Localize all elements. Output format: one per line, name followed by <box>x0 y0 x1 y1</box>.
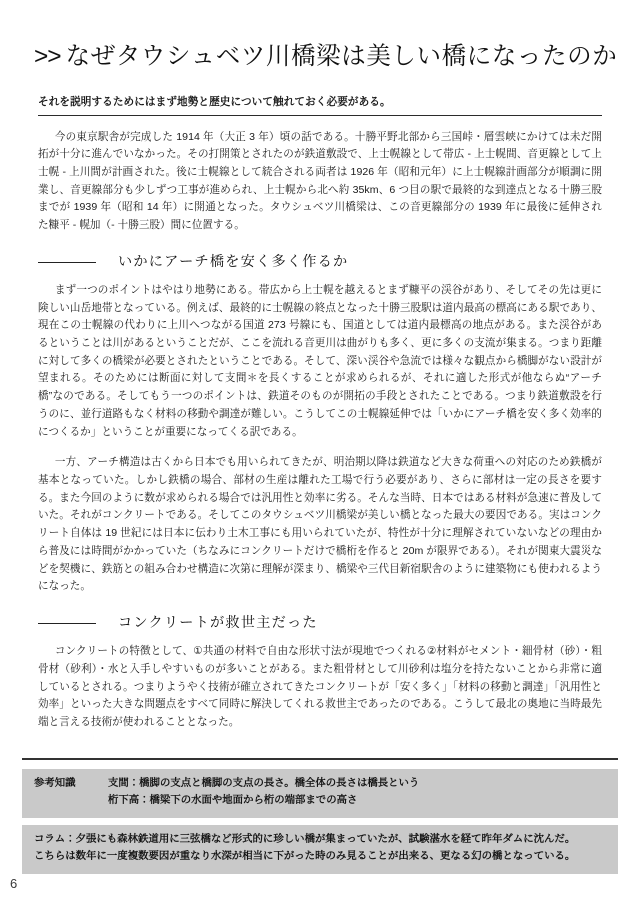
section-heading-1 <box>38 254 602 271</box>
page-number: 6 <box>10 876 18 891</box>
reference-label: 参考知識 <box>34 778 76 790</box>
reference-definition-line: 桁下高：橋梁下の水面や地面から桁の端部までの高さ <box>108 795 358 807</box>
page-title-text: なぜタウシュベツ川橋梁は美しい橋になったのか <box>65 43 618 70</box>
section-1-paragraph-2: 一方、アーチ構造は古くから日本でも用いられてきたが、明治期以降は鉄道など大きな荷重への対応のため鉄橋が基本となっていた。しかし鉄橋の場合、部材の生産は離れた工場で行う必要があり、さらに部材は一定の長さを要する。また今回のように数が求められる場合では汎用性と効率に劣る。そんな当時、日本ではある材料が急速に普及していた。それがコンクリートである。そしてこのタウシュベツ川橋梁が美しい橋となった最大の要因である。実はコンクリート自体は 19 世紀には日本に伝わり土木工事にも用いられていたが、特性が十分に理解されていないなどの理由から普及には時間がかかっていた（ちなみにコンクリートだけで橋桁を作ると 20m が限界である）。それが関東大震災などを契機に、鉄筋との組み合わせ構造に次第に理解が深まり、橋梁や三代目新宿駅舎のように建築物にも使われるようになった。 <box>38 456 602 593</box>
section-title-2: コンクリートが救世主だった <box>118 615 318 632</box>
lead-divider <box>38 115 602 116</box>
section-rule-icon <box>38 623 96 624</box>
section-2-paragraph-1: コンクリートの特徴として、①共通の材料で自由な形状寸法が現地でつくれる②材料がセメント・細骨材（砂）・粗骨材（砂利）・水と入手しやすいものが多いことがある。また粗骨材として川砂利は塩分を持たないことから非常に適しているとされる。つまりようやく技術が確立されてきたコンクリートが「安く多く」「材料の移動と調達」「汎用性と効率」といった大きな問題点をすべて同時に解決してくれる救世主であったのである。こうして最北の奥地に当時最先端と言える技術が使われることとなった。 <box>38 645 602 728</box>
body-content <box>38 129 602 732</box>
reference-knowledge-box <box>22 769 618 818</box>
column-box <box>22 825 618 874</box>
reference-definition-line: 支間：橋脚の支点と橋脚の支点の長さ。橋全体の長さは橋長という <box>108 778 420 790</box>
lead-sentence: それを説明するためにはまず地勢と歴史について触れておく必要がある。 <box>38 95 391 108</box>
column-line: こちらは数年に一度複数要因が重なり水深が相当に下がった時のみ見ることが出来る、更なる幻の橋となっている。 <box>34 850 576 862</box>
section-rule-icon <box>38 262 96 263</box>
section-1-paragraph-1: まず一つのポイントはやはり地勢にある。帯広から上士幌を越えるとまず糠平の渓谷があり、そしてその先は更に険しい山岳地帯となっている。例えば、最終的に士幌線の終点となった十勝三股駅は道内最高の標高にある駅であり、現在この士幌線の代わりに上川へつながる国道 273 号線にも、国道としては道内最標高の地点がある。また渓谷があるということは川があるということだが、ここを流れる音更川は曲がりも多く、更に多くの支流が集まる。つまり距離に対して多くの橋梁が必要とされたということである。そして、深い渓谷や急流では様々な観点から橋脚がない設計が望まれる。そのためには断面に対して支間＊を長くすることが求められるが、それに適した形式が他ならぬ“アーチ橋”なのである。そしてもう一つのポイントは、鉄道そのものが開拓の手段とされたことである。つまり鉄道敷設を行うのに、並行道路もなく材料の移動や調達が難しい。こうしてこの士幌線延伸では「いかにアーチ橋を安く多く効率的につくるか」ということが重要になってくる訳である。 <box>38 283 602 438</box>
section-title-1: いかにアーチ橋を安く多く作るか <box>118 253 349 270</box>
title-chevron-icon: >> <box>34 43 61 70</box>
section-heading-2 <box>38 615 602 632</box>
title-block <box>0 0 640 73</box>
reference-definitions <box>108 776 606 810</box>
intro-paragraph: 今の東京駅舎が完成した 1914 年（大正 3 年）頃の話である。十勝平野北部から三国峠・層雲峡にかけては未だ開拓が十分に進んでいなかった。その打開策とされたのが鉄道敷設で、上士幌線として帯広 - 上士幌間、音更線として上士幌 - 上川間が計画された。後に士幌線として統合される両者は 1926 年（昭和元年）に上士幌線計画部分が順調に開業し、音更線部分も少しずつ工事が進められ、上士幌から北へ約 35km、6 つ目の駅で最終的な到達点となる十勝三股までが 1939 年（昭和 14 年）に開通となった。タウシュベツ川橋梁は、この音更線部分の 1939 年に最後に延伸された糠平 - 幌加（- 十勝三股）間に位置する。 <box>38 130 602 232</box>
column-line: コラム：夕張にも森林鉄道用に三弦橋など形式的に珍しい橋が集まっていたが、試験湛水を経て昨年ダムに沈んだ。 <box>34 833 576 845</box>
reference-row <box>34 776 606 810</box>
lead-block <box>38 95 602 116</box>
footer-divider <box>22 758 618 761</box>
page-title <box>34 42 618 73</box>
footer-boxes <box>22 769 618 873</box>
